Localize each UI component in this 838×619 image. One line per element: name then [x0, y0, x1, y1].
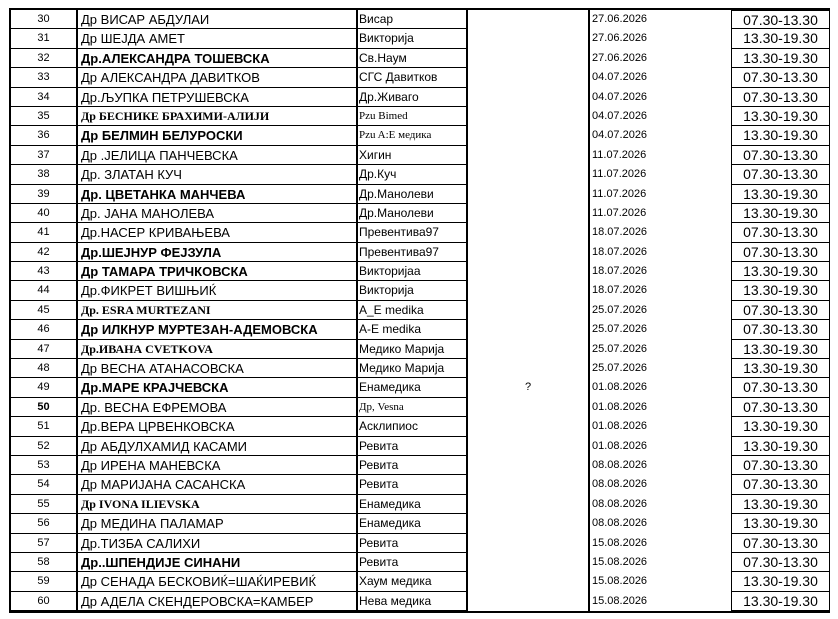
- institution: Ревита: [356, 437, 466, 456]
- shift-time: 07.30-13.30: [731, 165, 830, 184]
- note-cell: [466, 437, 590, 456]
- note-cell: [466, 49, 590, 68]
- shift-date: 25.07.2026: [592, 342, 648, 355]
- shift-date: 08.08.2026: [592, 517, 648, 530]
- shift-date: 04.07.2026: [592, 90, 648, 103]
- note-cell: [466, 204, 590, 223]
- note-cell: [466, 340, 590, 359]
- note-cell: [466, 223, 590, 242]
- doctor-name: Др СЕНАДА БЕСКОВИЌ=ШАЌИРЕВИЌ: [76, 572, 356, 591]
- row-number: 42: [9, 243, 76, 262]
- doctor-name: Др. ESRA MURTEZANI: [76, 301, 356, 320]
- note-cell: [466, 281, 590, 300]
- row-number: 37: [9, 146, 76, 165]
- row-number: 58: [9, 553, 76, 572]
- note-cell: [466, 475, 590, 494]
- institution: Pzu A:E медика: [356, 126, 466, 145]
- row-number: 40: [9, 204, 76, 223]
- shift-date: 25.07.2026: [592, 323, 648, 336]
- shift-time: 13.30-19.30: [731, 592, 830, 611]
- note-cell: [466, 126, 590, 145]
- shift-time: 13.30-19.30: [731, 185, 830, 204]
- table-row: [9, 572, 830, 591]
- note-cell: [466, 320, 590, 339]
- doctor-name: Др ИРЕНА МАНЕВСКА: [76, 456, 356, 475]
- institution: Викторија: [356, 29, 466, 48]
- table-row: [9, 243, 830, 262]
- shift-date: 15.08.2026: [592, 536, 648, 549]
- shift-date: 15.08.2026: [592, 594, 648, 607]
- shift-time: 07.30-13.30: [731, 320, 830, 339]
- shift-time: 13.30-19.30: [731, 514, 830, 533]
- doctor-name: Др.ФИКРЕТ ВИШЊИЌ: [76, 281, 356, 300]
- shift-date: 11.07.2026: [592, 187, 647, 200]
- note-cell: [466, 572, 590, 591]
- shift-date: 08.08.2026: [592, 497, 648, 510]
- doctor-name: Др АЛЕКСАНДРА ДАВИТКОВ: [76, 68, 356, 87]
- table-row: [9, 592, 830, 613]
- note-cell: [466, 107, 590, 126]
- doctor-name: Др.АЛЕКСАНДРА ТОШЕВСКА: [76, 49, 356, 68]
- institution: Др.Куч: [356, 165, 466, 184]
- doctor-name: Др ИЛКНУР МУРТЕЗАН-АДЕМОВСКА: [76, 320, 356, 339]
- table-row: [9, 417, 830, 436]
- shift-time: 13.30-19.30: [731, 281, 830, 300]
- shift-time: 13.30-19.30: [731, 107, 830, 126]
- doctor-name: Др..ШПЕНДИЈЕ СИНАНИ: [76, 553, 356, 572]
- note-cell: [466, 262, 590, 281]
- row-number: 51: [9, 417, 76, 436]
- doctor-name: Др МАРИЈАНА САСАНСКА: [76, 475, 356, 494]
- note-cell: [466, 146, 590, 165]
- shift-time: 07.30-13.30: [731, 243, 830, 262]
- note-cell: [466, 495, 590, 514]
- institution: Викторија: [356, 281, 466, 300]
- doctor-name: Др.МАРЕ КРАЈЧЕВСКА: [76, 378, 356, 397]
- shift-date: 04.07.2026: [592, 109, 648, 122]
- shift-time: 07.30-13.30: [731, 146, 830, 165]
- institution: Енамедика: [356, 378, 466, 397]
- table-row: [9, 146, 830, 165]
- table-row: [9, 340, 830, 359]
- shift-date: 18.07.2026: [592, 226, 648, 239]
- institution: Енамедика: [356, 514, 466, 533]
- row-number: 55: [9, 495, 76, 514]
- table-row: [9, 456, 830, 475]
- note-cell: [466, 359, 590, 378]
- institution: Превентива97: [356, 223, 466, 242]
- shift-date: 15.08.2026: [592, 575, 648, 588]
- schedule-table: [9, 8, 830, 613]
- institution: А-Е medika: [356, 320, 466, 339]
- table-row: [9, 514, 830, 533]
- shift-time: 13.30-19.30: [731, 204, 830, 223]
- shift-time: 13.30-19.30: [731, 495, 830, 514]
- row-number: 44: [9, 281, 76, 300]
- doctor-name: Др. ЈАНА МАНОЛЕВА: [76, 204, 356, 223]
- table-row: [9, 49, 830, 68]
- shift-time: 13.30-19.30: [731, 126, 830, 145]
- shift-time: 13.30-19.30: [731, 437, 830, 456]
- doctor-name: Др БЕЛМИН БЕЛУРОСКИ: [76, 126, 356, 145]
- institution: Хигин: [356, 146, 466, 165]
- shift-time: 13.30-19.30: [731, 572, 830, 591]
- table-row: [9, 126, 830, 145]
- row-number: 46: [9, 320, 76, 339]
- row-number: 53: [9, 456, 76, 475]
- shift-date: 25.07.2026: [592, 362, 648, 375]
- note-cell: [466, 29, 590, 48]
- institution: А_Е medika: [356, 301, 466, 320]
- table-row: [9, 378, 830, 397]
- table-row: [9, 165, 830, 184]
- table-row: [9, 204, 830, 223]
- row-number: 49: [9, 378, 76, 397]
- table-row: [9, 320, 830, 339]
- table-row: [9, 68, 830, 87]
- institution: Др.Живаго: [356, 88, 466, 107]
- doctor-name: Др.ИВАНА CVETKOVA: [76, 340, 356, 359]
- shift-time: 13.30-19.30: [731, 29, 830, 48]
- note-cell: [466, 398, 590, 417]
- doctor-name: Др. ВЕСНА ЕФРЕМОВА: [76, 398, 356, 417]
- shift-date: 11.07.2026: [592, 168, 647, 181]
- institution: Хаум медика: [356, 572, 466, 591]
- table-row: [9, 281, 830, 300]
- row-number: 31: [9, 29, 76, 48]
- doctor-name: Др МЕДИНА ПАЛАМАР: [76, 514, 356, 533]
- doctor-name: Др ТАМАРА ТРИЧКОВСКА: [76, 262, 356, 281]
- shift-date: 15.08.2026: [592, 555, 648, 568]
- institution: Викторијаа: [356, 262, 466, 281]
- row-number: 59: [9, 572, 76, 591]
- shift-date: 04.07.2026: [592, 71, 648, 84]
- shift-date: 11.07.2026: [592, 206, 647, 219]
- row-number: 41: [9, 223, 76, 242]
- doctor-name: Др.ТИЗБА САЛИХИ: [76, 534, 356, 553]
- note-cell: [466, 514, 590, 533]
- doctor-name: Др.НАСЕР КРИВАЊЕВА: [76, 223, 356, 242]
- doctor-name: Др.ВЕРА ЦРВЕНКОВСКА: [76, 417, 356, 436]
- institution: Св.Наум: [356, 49, 466, 68]
- institution: Ревита: [356, 456, 466, 475]
- row-number: 52: [9, 437, 76, 456]
- shift-time: 07.30-13.30: [731, 378, 830, 397]
- table-row: [9, 223, 830, 242]
- note-cell: [466, 88, 590, 107]
- doctor-name: Др.ЉУПКА ПЕТРУШЕВСКА: [76, 88, 356, 107]
- row-number: 38: [9, 165, 76, 184]
- note-cell: [466, 68, 590, 87]
- note-cell: [466, 243, 590, 262]
- note-cell: ?: [466, 378, 590, 397]
- institution: Висар: [356, 10, 466, 29]
- doctor-name: Др АДЕЛА СКЕНДЕРОВСКА=КАМБЕР: [76, 592, 356, 611]
- institution: Др, Vesna: [356, 398, 466, 417]
- doctor-name: Др .ЈЕЛИЦА ПАНЧЕВСКА: [76, 146, 356, 165]
- row-number: 50: [9, 398, 76, 417]
- institution: Енамедика: [356, 495, 466, 514]
- shift-date: 27.06.2026: [592, 13, 648, 25]
- shift-date: 25.07.2026: [592, 303, 648, 316]
- row-number: 32: [9, 49, 76, 68]
- row-number: 45: [9, 301, 76, 320]
- shift-time: 07.30-13.30: [731, 534, 830, 553]
- institution: Др.Манолеви: [356, 185, 466, 204]
- table-row: [9, 359, 830, 378]
- row-number: 36: [9, 126, 76, 145]
- shift-time: 13.30-19.30: [731, 262, 830, 281]
- table-row: [9, 301, 830, 320]
- doctor-name: Др ШЕЈДА АМЕТ: [76, 29, 356, 48]
- row-number: 35: [9, 107, 76, 126]
- institution: Pzu Bimed: [356, 107, 466, 126]
- row-number: 33: [9, 68, 76, 87]
- institution: Ревита: [356, 475, 466, 494]
- row-number: 60: [9, 592, 76, 611]
- institution: СГС Давитков: [356, 68, 466, 87]
- table-row: [9, 185, 830, 204]
- shift-date: 01.08.2026: [592, 381, 648, 394]
- shift-time: 07.30-13.30: [731, 88, 830, 107]
- institution: Превентива97: [356, 243, 466, 262]
- shift-time: 07.30-13.30: [731, 553, 830, 572]
- doctor-name: Др БЕСНИКЕ БРАХИМИ-АЛИЈИ: [76, 107, 356, 126]
- table-row: [9, 107, 830, 126]
- shift-time: 13.30-19.30: [731, 49, 830, 68]
- shift-time: 07.30-13.30: [731, 301, 830, 320]
- institution: Ревита: [356, 534, 466, 553]
- shift-date: 18.07.2026: [592, 245, 648, 258]
- row-number: 56: [9, 514, 76, 533]
- shift-date: 08.08.2026: [592, 478, 648, 491]
- doctor-name: Др ВЕСНА АТАНАСОВСКА: [76, 359, 356, 378]
- institution: Медико Марија: [356, 340, 466, 359]
- row-number: 43: [9, 262, 76, 281]
- doctor-name: Др ВИСАР АБДУЛАИ: [76, 10, 356, 29]
- note-cell: [466, 592, 590, 611]
- table-row: [9, 553, 830, 572]
- row-number: 34: [9, 88, 76, 107]
- shift-date: 01.08.2026: [592, 420, 648, 433]
- doctor-name: Др.ШЕЈНУР ФЕЈЗУЛА: [76, 243, 356, 262]
- table-row: [9, 495, 830, 514]
- institution: Асклипиос: [356, 417, 466, 436]
- table-row: [9, 534, 830, 553]
- table-row: [9, 262, 830, 281]
- note-cell: [466, 165, 590, 184]
- note-cell: [466, 553, 590, 572]
- row-number: 57: [9, 534, 76, 553]
- doctor-name: Др АБДУЛХАМИД КАСАМИ: [76, 437, 356, 456]
- shift-time: 07.30-13.30: [731, 10, 830, 29]
- doctor-name: Др. ЗЛАТАН КУЧ: [76, 165, 356, 184]
- shift-time: 07.30-13.30: [731, 398, 830, 417]
- table-row: [9, 88, 830, 107]
- note-cell: [466, 301, 590, 320]
- note-cell: [466, 185, 590, 204]
- shift-time: 13.30-19.30: [731, 340, 830, 359]
- shift-time: 07.30-13.30: [731, 223, 830, 242]
- row-number: 39: [9, 185, 76, 204]
- table-row: [9, 398, 830, 417]
- table-row: [9, 29, 830, 48]
- institution: Ревита: [356, 553, 466, 572]
- row-number: 54: [9, 475, 76, 494]
- shift-date: 18.07.2026: [592, 284, 648, 297]
- shift-date: 27.06.2026: [592, 51, 648, 64]
- note-cell: [466, 456, 590, 475]
- doctor-name: Др IVONA ILIEVSKA: [76, 495, 356, 514]
- row-number: 30: [9, 10, 76, 29]
- shift-date: 01.08.2026: [592, 439, 648, 452]
- note-cell: [466, 534, 590, 553]
- institution: Нева медика: [356, 592, 466, 611]
- shift-date: 18.07.2026: [592, 265, 648, 278]
- shift-time: 07.30-13.30: [731, 475, 830, 494]
- shift-time: 07.30-13.30: [731, 68, 830, 87]
- shift-date: 04.07.2026: [592, 129, 648, 142]
- doctor-name: Др. ЦВЕТАНКА МАНЧЕВА: [76, 185, 356, 204]
- shift-time: 13.30-19.30: [731, 359, 830, 378]
- row-number: 47: [9, 340, 76, 359]
- shift-time: 13.30-19.30: [731, 417, 830, 436]
- shift-time: 07.30-13.30: [731, 456, 830, 475]
- institution: Медико Марија: [356, 359, 466, 378]
- shift-date: 11.07.2026: [592, 148, 647, 161]
- table-row: [9, 437, 830, 456]
- institution: Др.Манолеви: [356, 204, 466, 223]
- shift-date: 01.08.2026: [592, 400, 648, 413]
- shift-date: 27.06.2026: [592, 32, 648, 45]
- row-number: 48: [9, 359, 76, 378]
- note-cell: [466, 10, 590, 29]
- table-row: [9, 8, 830, 29]
- table-row: [9, 475, 830, 494]
- shift-date: 08.08.2026: [592, 458, 648, 471]
- note-cell: [466, 417, 590, 436]
